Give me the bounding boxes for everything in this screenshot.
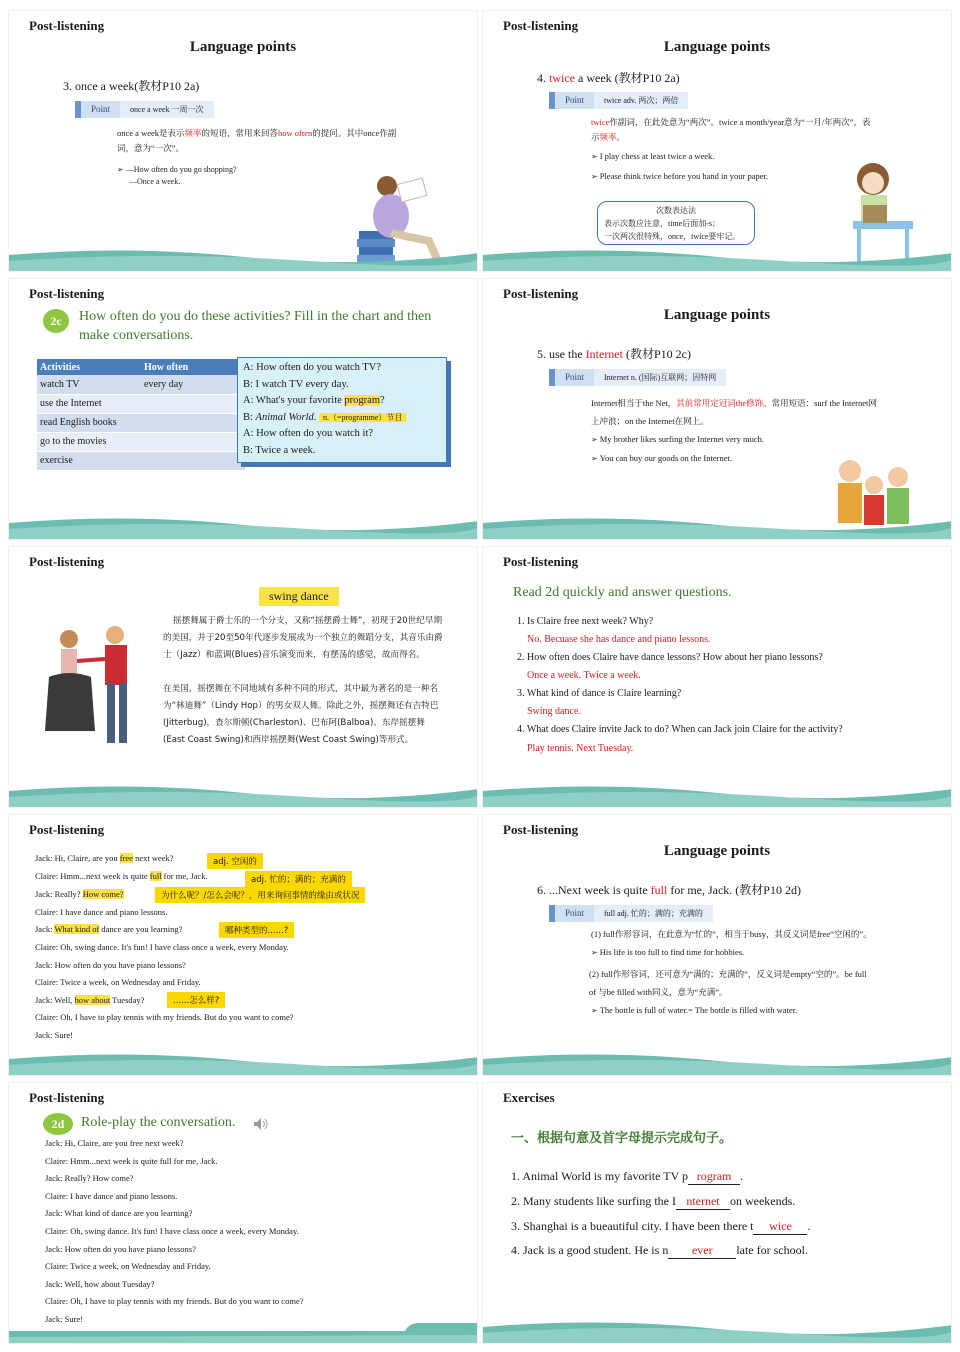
point-text: Internet n. (国际)互联网；因特网 (594, 369, 726, 386)
instruction: Read 2d quickly and answer questions. (513, 585, 732, 600)
activities-table (37, 359, 245, 471)
dialog-line: Jack: Sure! (35, 1030, 74, 1040)
slide-swing-dance (8, 546, 478, 808)
slide-title: Language points (663, 843, 771, 859)
dialog-line: Claire: Oh, I have to play tennis with my friends. But do you want to come? (35, 1012, 294, 1022)
point-bar (549, 369, 726, 386)
point-bar (75, 101, 214, 118)
answer-blank[interactable]: rogram (688, 1169, 740, 1185)
usage-1: (1) full作形容词，在此意为“忙的”，相当于busy，其反义词是free“空闲的”。 (591, 929, 872, 939)
table-row: read English books (37, 413, 245, 432)
dialog-line: Claire: I have dance and piano lessons. (35, 907, 168, 917)
point-tag: Point (549, 92, 594, 109)
example-1: ➢ —How often do you go shopping? (117, 164, 237, 176)
slide-read-2d-questions (482, 546, 952, 808)
point-heading: 3. once a week(教材P10 2a) (63, 79, 200, 93)
note-free: adj. 空闲的 (207, 853, 263, 869)
answer-4: Play tennis. Next Tuesday. (527, 743, 634, 754)
note-what-kind-of: 哪种类型的......? (219, 922, 294, 938)
dialog-line: Claire: Oh, I have to play tennis with my friends. But do you want to come? (45, 1296, 304, 1307)
slide-header: Post-listening (29, 822, 105, 837)
exercise-2: 2. Many students like surfing the I nternet on weekends. (511, 1194, 796, 1208)
swing-dance-label: swing dance (259, 587, 339, 606)
dialog-line: Jack: How often do you have piano lessons? (45, 1243, 196, 1254)
example-1: ➢ His life is too full to find time for hobbies. (591, 945, 744, 960)
point-tag: Point (549, 369, 594, 386)
slide-twice-a-week (482, 10, 952, 272)
slide-once-a-week (8, 10, 478, 272)
point-text: once a week 一周一次 (120, 101, 214, 118)
example-2: ➢ Please think twice before you hand in your paper. (591, 169, 768, 184)
slide-header: Post-listening (503, 286, 579, 301)
slide-header: Post-listening (503, 18, 579, 33)
dialog-line: Jack: How often do you have piano lessons? (35, 960, 186, 970)
table-row: exercise (37, 451, 245, 470)
table-header: Activities (37, 359, 141, 375)
usage-2: (2) full作形容词，还可意为“满的；充满的”，反义词是empty“空的”。be full of 与be filled with同义，意为“充满”。 (589, 969, 867, 997)
activity-badge: 2c (43, 309, 69, 333)
answer-1: No. Becuase she has dance and piano lessons. (527, 634, 711, 645)
point-heading: 4. twice a week (教材P10 2a) (537, 71, 680, 85)
point-bar (549, 905, 713, 922)
teal-wave-decoration (9, 1317, 478, 1343)
point-tag: Point (75, 101, 120, 118)
question-4: 4. What does Claire invite Jack to do? When can Jack join Claire for the activity? (517, 724, 843, 735)
slide-exercises (482, 1082, 952, 1344)
point-text: twice adv. 两次；两倍 (594, 92, 688, 109)
activity-badge: 2d (43, 1113, 73, 1135)
example-2: ➢ The bottle is full of water.= The bottle is filled with water. (591, 1003, 797, 1018)
slide-header: Post-listening (29, 1090, 105, 1105)
speech-bubble: 次数表达法 表示次数应注意，time后面加-s； 一次两次很特殊，once，twice要牢记。 (597, 201, 755, 245)
slide-title: Language points (189, 39, 297, 55)
dialog-line: Jack: What kind of dance are you learning? (45, 1208, 193, 1219)
question-1: 1. Is Claire free next week? Why? (517, 616, 654, 627)
dialog-line: Jack: Really? How come? (35, 889, 124, 899)
example-2: ➢ You can buy our goods on the Internet. (591, 451, 732, 466)
note-full: adj. 忙的；满的；充满的 (245, 871, 352, 887)
table-header: How often (141, 359, 245, 375)
dialog-line: Jack: Well, how about Tuesday? (35, 995, 145, 1005)
conversation-box: A: How often do you watch TV? B: I watch TV every day. A: What's your favorite program? B: Animal World. n.（=programme）节目 A: How often do you watch it? B: Twice a week. (237, 357, 447, 463)
question-3: 3. What kind of dance is Claire learning? (517, 688, 682, 699)
explanation: twice作副词，在此处意为“两次”。twice a month/year意为“一月/年两次”，表 示频率。 (591, 117, 871, 142)
slide-title: Language points (663, 39, 771, 55)
slide-role-play (8, 1082, 478, 1344)
slide-full-for-me (482, 814, 952, 1076)
slide-annotated-conversation (8, 814, 478, 1076)
answer-3: Swing dance. (527, 706, 581, 717)
example-1: ➢ My brother likes surfing the Internet very much. (591, 432, 764, 447)
teal-wave-decoration (9, 781, 478, 807)
note-how-come: 为什么呢？/怎么会呢？，用来询问事情的缘由或状况 (155, 887, 365, 903)
exercise-4: 4. Jack is a good student. He is n ever late for school. (511, 1243, 808, 1257)
slide-title: Language points (663, 307, 771, 323)
answer-blank[interactable]: nternet (676, 1194, 730, 1210)
teal-wave-decoration (483, 245, 952, 271)
exercise-3: 3. Shanghai is a bueautiful city. I have been there t wice . (511, 1219, 811, 1233)
teal-wave-decoration (9, 513, 478, 539)
teal-wave-decoration (9, 245, 478, 271)
dialog-line: Jack: Hi, Claire, are you free next week? (35, 853, 174, 863)
speaker-icon[interactable] (253, 1117, 269, 1131)
instruction: Role-play the conversation. (81, 1115, 236, 1130)
slide-header: Post-listening (29, 286, 105, 301)
answer-2: Once a week. Twice a week. (527, 670, 641, 681)
table-row: use the Internet (37, 394, 245, 413)
answer-blank[interactable]: wice (753, 1219, 807, 1235)
dancers-illustration (39, 621, 149, 771)
explanation: once a week是表示频率的短语，常用来回答how often的提问。其中once作副 词，意为“一次”。 (117, 128, 397, 153)
exercise-1: 1. Animal World is my favorite TV p rogram . (511, 1169, 744, 1183)
slide-2c-chart (8, 278, 478, 540)
note-how-about: ......怎么样? (167, 992, 225, 1008)
dialog-line: Claire: Twice a week, on Wednesday and Friday. (35, 977, 201, 987)
answer-blank[interactable]: ever (668, 1243, 736, 1259)
explanation: Internet相当于the Net，其前常用定冠词the修饰。常用短语：surf the Internet网 上冲浪；on the Internet在网上。 (591, 398, 877, 426)
dialog-line: Claire: Oh, swing dance. It's fun! I have class once a week, every Monday. (45, 1226, 299, 1236)
exercise-subtitle: 一、根据句意及首字母提示完成句子。 (511, 1131, 733, 1146)
teal-wave-decoration (9, 1049, 478, 1075)
teal-wave-decoration (483, 513, 952, 539)
dialog-line: Jack: Sure! (45, 1314, 84, 1324)
dialog-line: Claire: Hmm...next week is quite full for me, Jack. (45, 1155, 218, 1166)
point-tag: Point (549, 905, 594, 922)
dialog-line: Claire: Oh, swing dance. It's fun! I have class once a week, every Monday. (35, 942, 289, 952)
slide-header: Post-listening (503, 554, 579, 569)
paragraph-1: 摇摆舞属于爵士乐的一个分支，又称“摇摆爵士舞”，初现于20世纪早期的美国，并于20至50年代逐步发展成为一个独立的舞蹈分支，其音乐由爵士（Jazz）和蓝调(Blues)音乐演变而来，有摆荡的感觉，故而得名。 (163, 616, 443, 660)
dialog-line: Jack: Hi, Claire, are you free next week? (45, 1138, 184, 1148)
slide-use-the-internet (482, 278, 952, 540)
teal-wave-decoration (483, 1317, 952, 1343)
teal-wave-decoration (483, 1049, 952, 1075)
point-text: full adj. 忙的；满的；充满的 (594, 905, 713, 922)
slide-header: Post-listening (29, 554, 105, 569)
dialog-line: Jack: What kind of dance are you learning? (35, 924, 183, 934)
dialog-line: Claire: I have dance and piano lessons. (45, 1190, 178, 1201)
dialog-line: Jack: Well, how about Tuesday? (45, 1278, 155, 1289)
dialog-line: Claire: Twice a week, on Wednesday and Friday. (45, 1261, 211, 1272)
example-2: —Once a week. (129, 177, 181, 186)
slide-header: Exercises (503, 1090, 555, 1105)
question-2: 2. How often does Claire have dance lessons? How about her piano lessons? (517, 652, 823, 663)
slide-header: Post-listening (503, 822, 579, 837)
point-heading: 5. use the Internet (教材P10 2c) (537, 347, 691, 361)
dialog-line: Jack: Really? How come? (45, 1173, 134, 1184)
dialog-line: Claire: Hmm...next week is quite full for me, Jack. (35, 871, 208, 881)
note-program: n.（=programme）节目 (319, 413, 406, 422)
slide-header: Post-listening (29, 18, 105, 33)
table-row: watch TV every day (37, 375, 245, 394)
instruction: How often do you do these activities? Fill in the chart and then make conversations. (79, 309, 432, 343)
paragraph-2: 在美国，摇摆舞在不同地域有多种不同的形式，其中最为著名的是一种名为“林迪舞”（Lindy Hop）的男女双人舞。除此之外，摇摆舞还有吉特巴(Jitterbug)，查尔斯顿(Charleston)、巴布阿(Balboa)、东岸摇摆舞(East Coast Swing)和西岸摇摆舞(West Coast Swing)等形式。 (163, 684, 439, 745)
example-1: ➢ I play chess at least twice a week. (591, 149, 714, 164)
point-bar (549, 92, 688, 109)
table-row: go to the movies (37, 432, 245, 451)
point-heading: 6. ...Next week is quite full for me, Jack. (教材P10 2d) (537, 883, 801, 897)
teal-wave-decoration (483, 781, 952, 807)
